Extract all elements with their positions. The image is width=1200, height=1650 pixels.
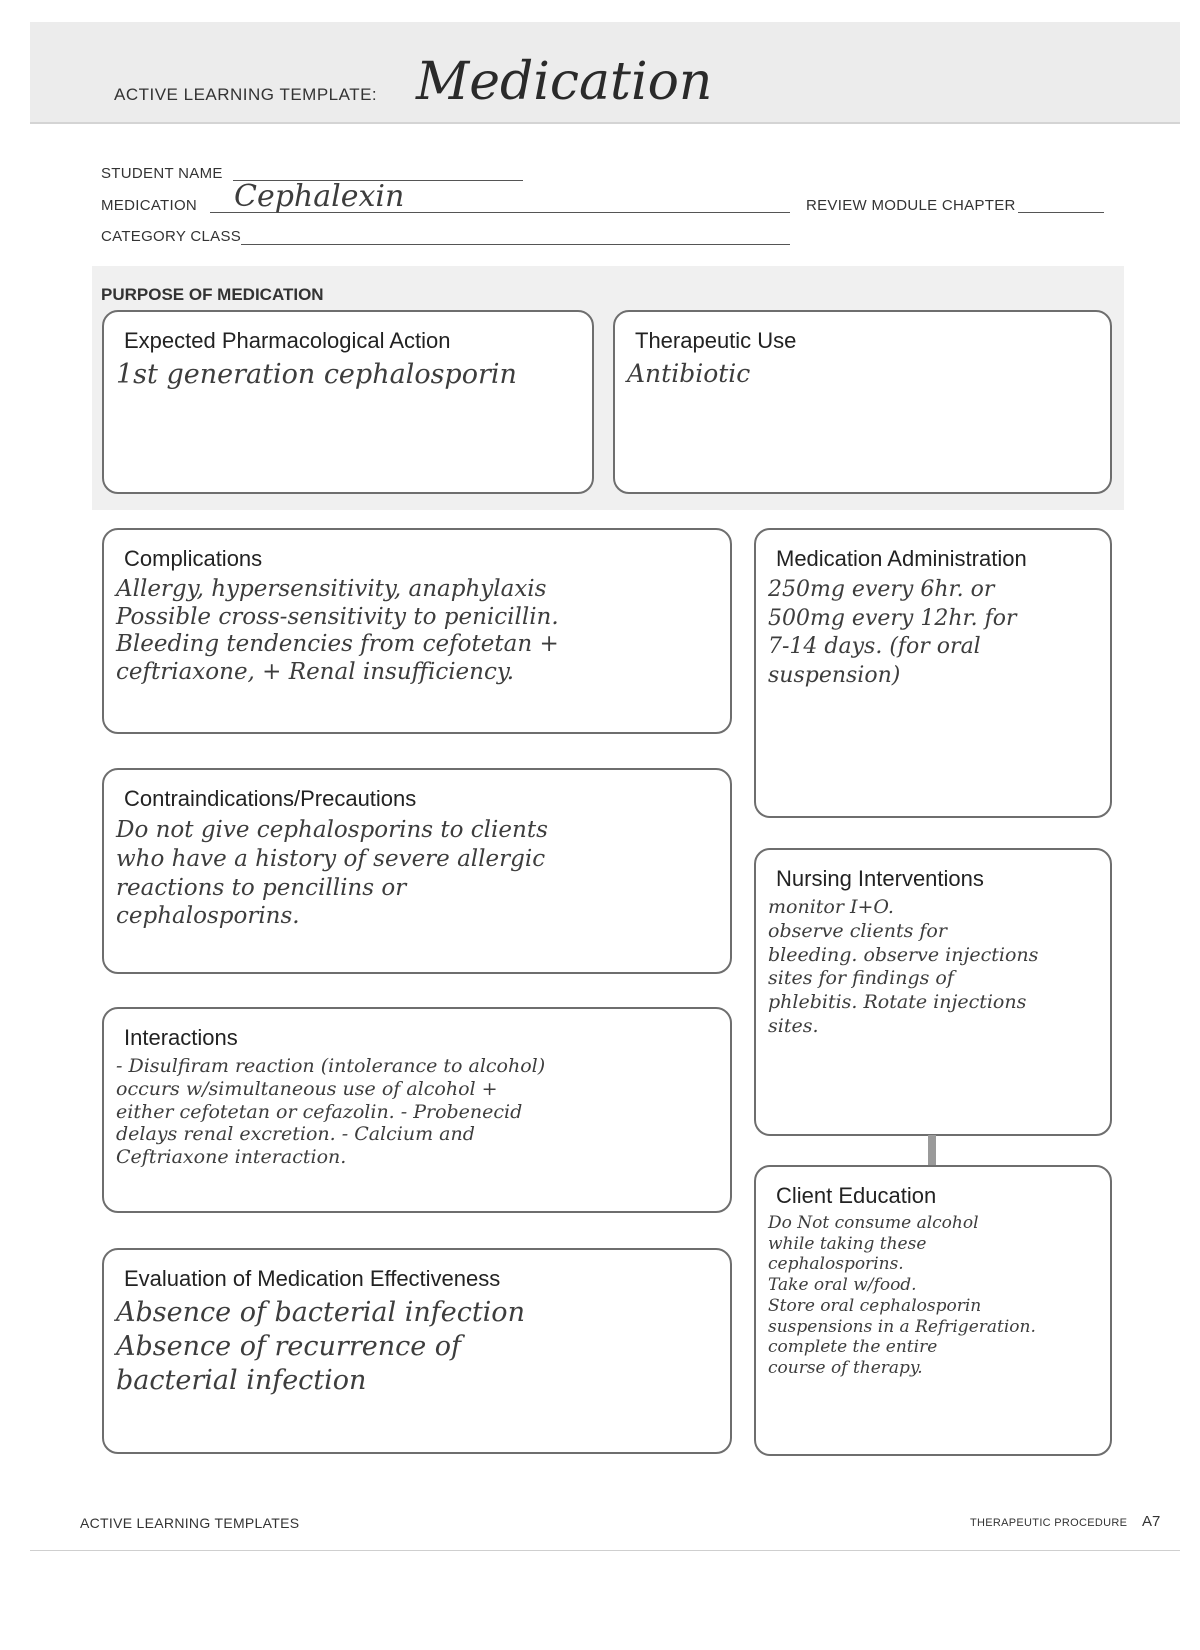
expected-action-text: 1st generation cephalosporin	[116, 359, 517, 390]
education-box[interactable]	[754, 1165, 1112, 1456]
category-class-field[interactable]	[241, 244, 790, 245]
education-title: Client Education	[776, 1183, 937, 1208]
footer-right: THERAPEUTIC PROCEDURE	[970, 1517, 1128, 1529]
interactions-title: Interactions	[124, 1025, 238, 1050]
therapeutic-use-title: Therapeutic Use	[635, 328, 797, 353]
medication-value: Cephalexin	[234, 179, 405, 214]
education-text: Do Not consume alcohol while taking these cephalosporins. Take oral w/food. Store oral cephalosporin suspensions in a Refrigeration. complete the entire course of therapy.	[768, 1213, 1036, 1379]
review-module-field[interactable]	[1018, 212, 1104, 213]
review-module-label: REVIEW MODULE CHAPTER	[806, 197, 1016, 214]
expected-action-title: Expected Pharmacological Action	[124, 328, 451, 353]
nursing-box[interactable]	[754, 848, 1112, 1136]
therapeutic-use-box[interactable]	[613, 310, 1112, 494]
complications-title: Complications	[124, 546, 263, 571]
evaluation-text: Absence of bacterial infection Absence of recurrence of bacterial infection	[116, 1297, 525, 1396]
evaluation-title: Evaluation of Medication Effectiveness	[124, 1266, 501, 1291]
purpose-label: PURPOSE OF MEDICATION	[101, 285, 324, 304]
administration-box[interactable]	[754, 528, 1112, 818]
nursing-text: monitor I+O. observe clients for bleeding. observe injections sites for findings of phlebitis. Rotate injections sites.	[768, 896, 1039, 1037]
footer-left: ACTIVE LEARNING TEMPLATES	[80, 1515, 300, 1531]
template-label: ACTIVE LEARNING TEMPLATE:	[114, 85, 378, 104]
template-title: Medication	[416, 52, 713, 112]
contraindications-box[interactable]	[102, 768, 732, 974]
administration-title: Medication Administration	[776, 546, 1027, 571]
category-class-label: CATEGORY CLASS	[101, 228, 242, 245]
expected-action-box[interactable]	[102, 310, 594, 494]
contraindications-title: Contraindications/Precautions	[124, 786, 417, 811]
student-name-label: STUDENT NAME	[101, 165, 223, 182]
therapeutic-use-text: Antibiotic	[627, 359, 751, 388]
interactions-text: - Disulfiram reaction (intolerance to alcohol) occurs w/simultaneous use of alcohol + either cefotetan or cefazolin. - Probenecid delays renal excretion. - Calcium and Ceftriaxone interaction.	[116, 1055, 546, 1169]
administration-text: 250mg every 6hr. or 500mg every 12hr. for 7-14 days. (for oral suspension)	[768, 577, 1017, 688]
complications-box[interactable]	[102, 528, 732, 734]
medication-label: MEDICATION	[101, 197, 198, 214]
interactions-box[interactable]	[102, 1007, 732, 1213]
nursing-title: Nursing Interventions	[776, 866, 984, 891]
complications-text: Allergy, hypersensitivity, anaphylaxis Possible cross-sensitivity to penicillin. Bleeding tendencies from cefotetan + ceftriaxone, + Renal insufficiency.	[116, 576, 559, 685]
connector-bar	[928, 1135, 936, 1165]
evaluation-box[interactable]	[102, 1248, 732, 1454]
footer-rule	[30, 1550, 1180, 1551]
page-number: A7	[1142, 1513, 1161, 1530]
contraindications-text: Do not give cephalosporins to clients who have a history of severe allergic reactions to pencillins or cephalosporins.	[116, 817, 548, 930]
